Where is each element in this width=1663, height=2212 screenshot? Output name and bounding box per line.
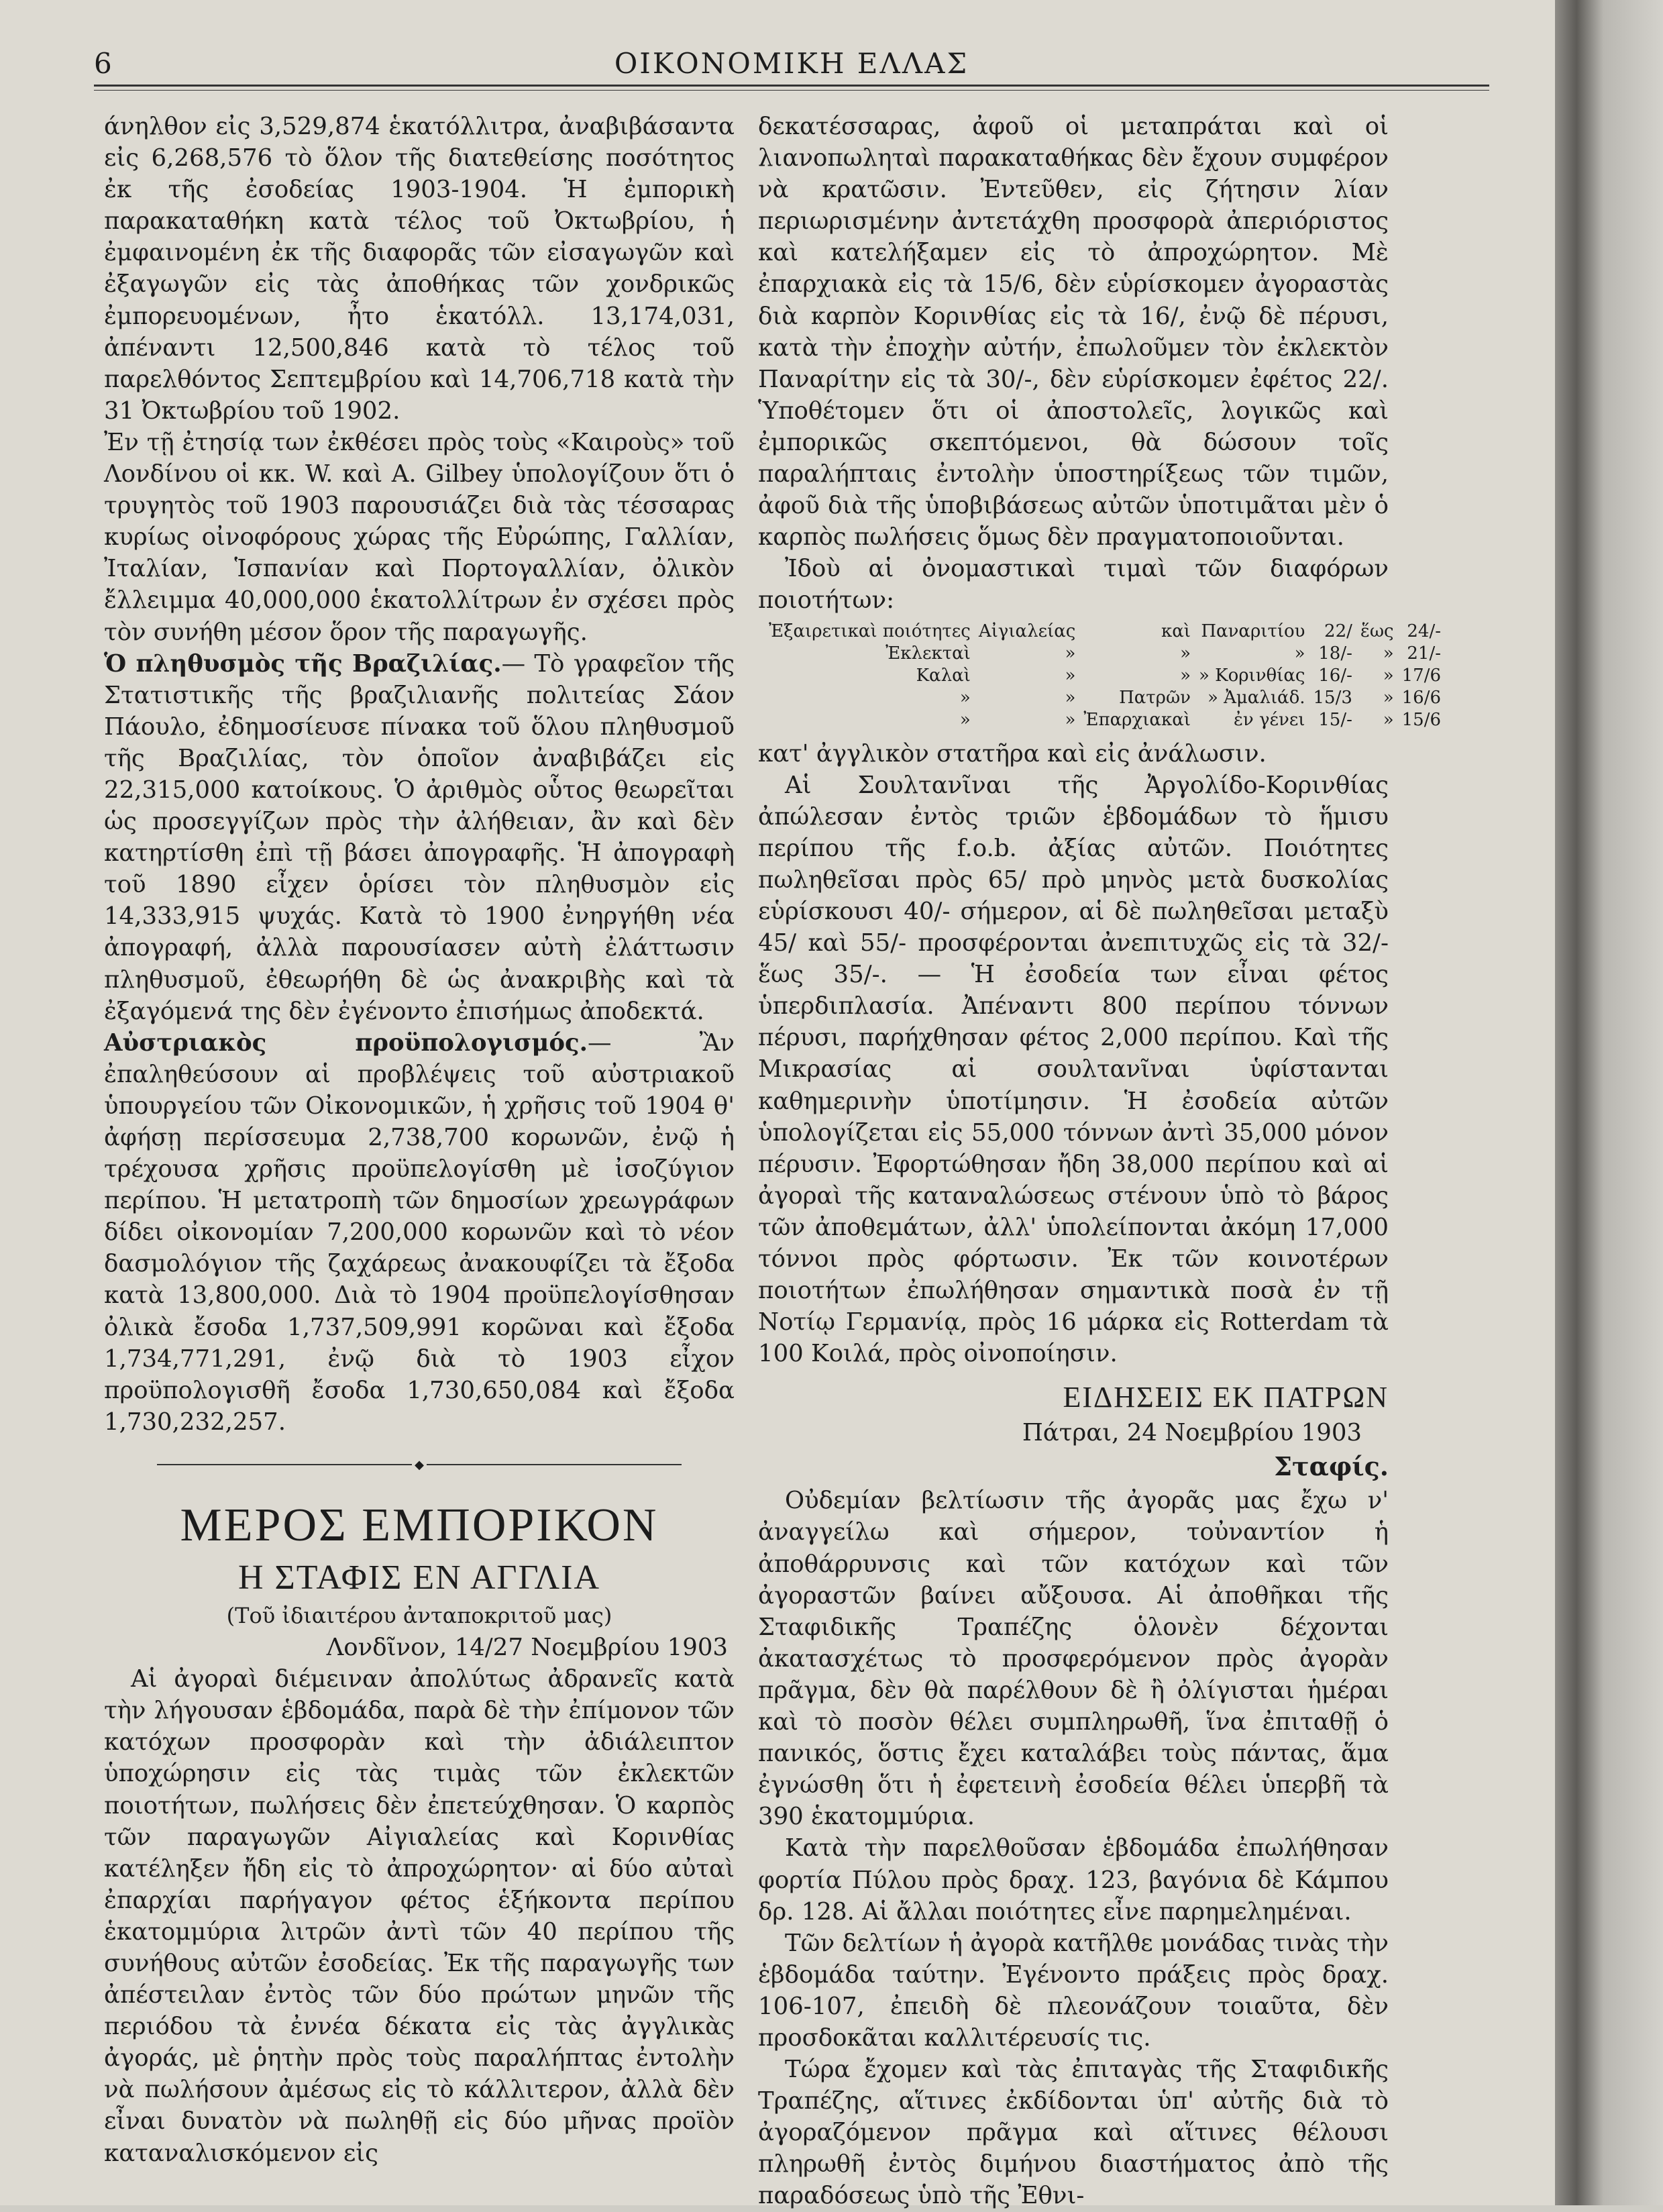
price-cell: 24/- [1407, 621, 1441, 641]
price-cell: » [1065, 709, 1076, 730]
page-number: 6 [94, 47, 112, 80]
price-cell: Παναριτίου [1201, 621, 1305, 641]
section-title: ΜΕΡΟΣ ΕΜΠΟΡΙΚΟΝ [180, 1499, 659, 1551]
left-column [104, 111, 735, 2169]
header-rule [94, 85, 1489, 87]
price-cell: Πατρῶν [1119, 687, 1191, 708]
right-paragraph-sultanas: Αἱ Σουλτανῖναι τῆς Ἀργολίδο-Κορινθίας ἀπώλεσαν ἐντὸς τριῶν ἑβδομάδων τὸ ἥμισυ περίπου τῆς f.o.b. ἀξίας αὐτῶν. Ποιότητες πωληθεῖσαι πρὸς 65/ πρὸ μηνὸς μετὰ δυσκολίας εὑρίσκουσι 40/- σήμερον, αἱ δὲ πωληθεῖσαι μεταξὺ 45/ καὶ 55/- προσφέρονται ἀνεπιτυχῶς εἰς τὰ 32/- ἕως 35/-. — Ἡ ἐσοδεία των εἶναι φέτος ὑπερδιπλασία. Ἀπέναντι 800 περίπου τόννων πέρυσι, παρήχθησαν φέτος 2,000 περίπου. Καὶ τῆς Μικρασίας αἱ σουλτανῖναι ὑφίστανται καθημερινὴν ὑποτίμησιν. Ἡ ἐσοδεία αὐτῶν ὑπολογίζεται εἰς 55,000 τόννων ἀντὶ 35,000 μόνον πέρυσιν. Ἐφορτώθησαν ἤδη 38,000 περίπου καὶ αἱ ἀγοραὶ τῆς καταναλώσεως στένουν ὑπὸ τὸ βάρος τῶν ἀποθεμάτων, ἀλλ' ὑπολείπονται ἀκόμη 17,000 τόννοι πρὸς φόρτωσιν. Ἐκ τῶν κοινοτέρων ποιοτήτων ἐπωλήθησαν σημαντικὰ ποσὰ ἐν τῇ Νοτίῳ Γερμανίᾳ, πρὸς 16 μάρκα εἰς Rotterdam τὰ 100 Κοιλά, πρὸς οἰνοποίησιν. [758, 771, 1389, 1368]
price-cell: 15/6 [1401, 709, 1441, 730]
section-divider: ◆ [104, 1458, 735, 1472]
article-paragraph: Αἱ ἀγοραὶ διέμειναν ἀπολύτως ἀδρανεῖς κατὰ τὴν λήγουσαν ἑβδομάδα, παρὰ δὲ τὴν ἐπίμονον τῶν κατόχων προσφορὰν καὶ τὴν ἀδιάλειπτον ὑποχώρησιν εἰς τὰς τιμὰς τῶν ἐκλεκτῶν ποιοτήτων, πωλήσεις δὲν ἐπετεύχθησαν. Ὁ καρπὸς τῶν παραγωγῶν Αἰγιαλείας καὶ Κορινθίας κατέληξεν ἤδη εἰς τὸ ἀπροχώρητον· αἱ δύο αὐταὶ ἐπαρχίαι παρήγαγον φέτος ἑξήκοντα περίπου ἑκατομμύρια λιτρῶν ἀντὶ τῶν 40 περίπου τῆς συνήθους αὐτῶν ἐσοδείας. Ἐκ τῆς παραγωγῆς των ἀπέστειλαν ἐντὸς τῶν δύο πρώτων μηνῶν τῆς περιόδου τὰ ἐννέα δέκατα εἰς τὰς ἀγγλικὰς ἀγοράς, μὲ ῥητὴν πρὸς τοὺς παραλήπτας ἐντολὴν νὰ πωλήσουν ἀμέσως εἰς τὸ κάλλιτερον, ἀλλὰ δὲν εἶναι δυνατὸν νὰ πωληθῇ εἰς δύο μῆνας προϊὸν καταναλισκόμενον εἰς [104, 1665, 735, 2167]
price-cell: » [1065, 687, 1076, 708]
right-paragraph-bonds: Τῶν δελτίων ἡ ἀγορὰ κατῆλθε μονάδας τινὰς τὴν ἑβδομάδα ταύτην. Ἐγένοντο πράξεις πρὸς δραχ. 106-107, ἐπειδὴ δὲ πλεονάζουν τοιαῦτα, δὲν προσδοκᾶται καλλιτέρευσίς τις. [758, 1929, 1389, 2052]
price-cell: Αἰγιαλείας [978, 621, 1076, 641]
article-byline: (Τοῦ ἰδιαιτέρου ἀνταποκριτοῦ μας) [226, 1602, 612, 1628]
brazil-text: — Τὸ γραφεῖον τῆς Στατιστικῆς τῆς βραζιλιανῆς πολιτείας Σάον Πάουλο, ἐδημοσίευσε πίνακα τοῦ ὅλου πληθυσμοῦ τῆς Βραζιλίας, τὸν ὁποῖον ἀναβιβάζει εἰς 22,315,000 κατοίκους. Ὁ ἀριθμὸς οὗτος θεωρεῖται ὡς προσεγγίζων πρὸς τὴν ἀλήθειαν, ἂν καὶ δὲν κατηρτίσθη ἐπὶ τῇ βάσει ἀπογραφῆς. Ἡ ἀπογραφὴ τοῦ 1890 εἶχεν ὁρίσει τὸν πληθυσμὸν εἰς 14,333,915 ψυχάς. Κατὰ τὸ 1900 ἐνηργήθη νέα ἀπογραφή, ἀλλὰ παρουσίασεν αὐτὴ ἐλάττωσιν πληθυσμοῦ, ἐθεωρήθη δὲ ὡς ἀνακριβὴς καὶ τὰ ἐξαγόμενά της δὲν ἐγένοντο ἐπισήμως ἀποδεκτά. [104, 649, 735, 1025]
price-intro: Ἰδοὺ αἱ ὀνομαστικαὶ τιμαὶ τῶν διαφόρων ποιοτήτων: [758, 555, 1389, 615]
brazil-rubric: Ὁ πληθυσμὸς τῆς Βραζιλίας. [104, 649, 502, 678]
price-cell: 16/- [1318, 665, 1352, 686]
price-cell: ἐν γένει [1233, 709, 1305, 730]
left-paragraph-gilbey: Ἐν τῇ ἐτησίᾳ των ἐκθέσει πρὸς τοὺς «Καιροὺς» τοῦ Λονδίνου οἱ κκ. W. καὶ A. Gilbey ὑπολογίζουν ὅτι ὁ τρυγητὸς τοῦ 1903 παρουσιάζει διὰ τὰς τέσσαρας κυρίως οἰνοφόρους χώρας τῆς Εὐρώπης, Γαλλίαν, Ἰταλίαν, Ἱσπανίαν καὶ Πορτογαλλίαν, ὀλικὸν ἔλλειμμα 40,000,000 ἑκατολλίτρων ἐν σχέσει πρὸς τὸν συνήθη μέσον ὅρον τῆς παραγωγῆς. [104, 428, 735, 646]
price-cell: 18/- [1318, 643, 1352, 664]
right-paragraph-drafts: Τώρα ἔχομεν καὶ τὰς ἐπιταγὰς τῆς Σταφιδικῆς Τραπέζης, αἵτινες ἐκδίδονται ὑπ' αὐτῆς διὰ τὸ ἀγοραζόμενον πρᾶγμα καὶ αἵτινες θέλουσι πληρωθῆ ἐντὸς διμήνου διαστήματος ἀπὸ τῆς παραδόσεως ὑπὸ τῆς Ἐθνι- [758, 2056, 1389, 2210]
price-cell: 15/- [1318, 709, 1352, 730]
article-title: Η ΣΤΑΦΙΣ ΕΝ ΑΓΓΛΙΑ [237, 1558, 601, 1597]
journal-title: ΟΙΚΟΝΟΜΙΚΗ ΕΛΛΑΣ [614, 47, 969, 80]
price-cell: » [1383, 643, 1394, 664]
header-rule-thin [94, 90, 1489, 91]
price-cell: » [1180, 665, 1191, 686]
price-cell: 16/6 [1401, 687, 1441, 708]
price-cell: » Ἀμαλιάδ. [1207, 687, 1305, 708]
price-row [765, 709, 1445, 731]
price-row [765, 665, 1445, 687]
binding-gutter [1555, 0, 1663, 2205]
price-table [765, 621, 1445, 731]
news-title: ΕΙΔΗΣΕΙΣ ΕΚ ΠΑΤΡΩΝ [1063, 1381, 1389, 1414]
price-cell: καὶ [1161, 621, 1191, 641]
price-row [765, 621, 1445, 643]
left-paragraph-wine-stocks: άνηλθον εἰς 3,529,874 ἑκατόλλιτρα, ἀναβιβάσαντα εἰς 6,268,576 τὸ ὅλον τῆς διατεθείσης ποσότητος ἐκ τῆς ἐσοδείας 1903-1904. Ἡ ἐμπορικὴ παρακαταθήκη κατὰ τέλος τοῦ Ὀκτωβρίου, ἡ ἐμφαινομένη ἐκ τῆς διαφορᾶς τῶν εἰσαγωγῶν καὶ ἐξαγωγῶν εἰς τὰς ἀποθήκας τῶν χονδρικῶς ἐμπορευομένων, ἦτο ἑκατόλλ. 13,174,031, ἀπέναντι 12,500,846 κατὰ τὸ τέλος τοῦ παρελθόντος Σεπτεμβρίου καὶ 14,706,718 κατὰ τὴν 31 Ὀκτωβρίου τοῦ 1902. [104, 113, 735, 425]
price-cell: Ἐπαρχιακαὶ [1083, 709, 1191, 730]
price-cell: » [1383, 709, 1394, 730]
austria-text: — Ἂν ἐπαληθεύσουν αἱ προβλέψεις τοῦ αὐστριακοῦ ὑπουργείου τῶν Οἰκονομικῶν, ἡ χρῆσις τοῦ 1904 θ' ἀφήσῃ περίσσευμα 2,738,700 κορωνῶν, ἐνῷ ἡ τρέχουσα χρῆσις προϋπελογίσθη μὲ ἰσοζύγιον περίπου. Ἡ μετατροπὴ τῶν δημοσίων χρεωγράφων δίδει οἰκονομίαν 7,200,000 κορωνῶν καὶ τὸ νέον δασμολόγιον τῆς ζαχάρεως ἀνακουφίζει τὰ ἔξοδα κατὰ 13,800,000. Διὰ τὸ 1904 προϋπελογίσθησαν ὀλικὰ ἔσοδα 1,737,509,991 κορῶναι καὶ ἔξοδα 1,734,771,291, ἐνῷ διὰ τὸ 1903 εἶχον προϋπολογισθῆ ἔσοδα 1,730,650,084 καὶ ἔξοδα 1,730,232,257. [104, 1029, 735, 1436]
price-cell: ἕως [1360, 621, 1394, 641]
price-cell: Ἐκλεκταὶ [886, 643, 971, 664]
running-header [94, 47, 1489, 87]
price-note: κατ' ἀγγλικὸν στατῆρα καὶ εἰς ἀνάλωσιν. [758, 739, 1267, 768]
price-row [765, 687, 1445, 709]
right-paragraph-sales: Κατὰ τὴν παρελθοῦσαν ἑβδομάδα ἐπωλήθησαν φορτία Πύλου πρὸς δραχ. 123, βαγόνια δὲ Κάμπου δρ. 128. Αἱ ἄλλαι ποιότητες εἶνε παρημελημέναι. [758, 1834, 1389, 1926]
price-cell: » [1383, 687, 1394, 708]
price-cell: Ἐξαιρετικαὶ ποιότητες [769, 621, 971, 641]
price-cell: 22/ [1324, 621, 1352, 641]
news-dateline: Πάτραι, 24 Νοεμβρίου 1903 [1022, 1419, 1362, 1447]
article-dateline: Λονδῖνον, 14/27 Νοεμβρίου 1903 [326, 1634, 728, 1662]
left-paragraph-austria [104, 1027, 735, 1438]
right-paragraph-market: δεκατέσσαρας, ἀφοῦ οἱ μεταπράται καὶ οἱ λιανοπωληταὶ παρακαταθήκας δὲν ἔχουν συμφέρον νὰ κρατῶσιν. Ἐντεῦθεν, εἰς ζήτησιν λίαν περιωρισμένην ἀντετάχθη προσφορὰ ἀπεριόριστος καὶ κατελήξαμεν εἰς τὸ ἀπροχώρητον. Μὲ ἐπαρχιακὰ εἰς τὰ 15/6, δὲν εὑρίσκομεν ἀγοραστὰς διὰ καρπὸν Κορινθίας εἰς τὰ 16/, ἐνῷ δὲ πέρυσι, κατὰ τὴν ἐποχὴν αὐτήν, ἐπωλοῦμεν τὸν ἐκλεκτὸν Παναρίτην εἰς τὰ 30/-, δὲν εὑρίσκομεν ἐφέτος 22/. Ὑποθέτομεν ὅτι οἱ ἀποστολεῖς, λογικῶς καὶ ἐμπορικῶς σκεπτόμενοι, θὰ δώσουν τοῖς παραλήπταις ἐντολὴν ὑποστηρίξεως τῶν τιμῶν, ἀφοῦ διὰ τῆς ὑποβιβάσεως αὐτῶν ὑποτιμᾶται μὲν ὁ καρπὸς πωλήσεις ὅμως δὲν πραγματοποιοῦνται. [758, 113, 1389, 551]
right-paragraph-patras: Οὐδεμίαν βελτίωσιν τῆς ἀγορᾶς μας ἔχω ν' ἀναγγείλω καὶ σήμερον, τοὐναντίον ἡ ἀποθάρρυνσις καὶ τῶν κατόχων καὶ τῶν ἀγοραστῶν βαίνει αὔξουσα. Αἱ ἀποθῆκαι τῆς Σταφιδικῆς Τραπέζης ὁλονὲν δέχονται ἀκατασχέτως τὸ προσφερόμενον πρὸς ἀγορὰν πρᾶγμα, δὲν θὰ παρέλθουν δὲ ἢ ὀλίγισται ἡμέραι καὶ τὸ ποσὸν θέλει συμπληρωθῆ, ἵνα ἐπιταθῇ ὁ πανικός, ὅστις ἔχει καταλάβει τοὺς πάντας, ἅμα ἐγνώσθη ὅτι ἡ ἐφετεινὴ ἐσοδεία θέλει ὑπερβῆ τὰ 390 ἑκατομμύρια. [758, 1487, 1389, 1831]
price-cell: 15/3 [1313, 687, 1352, 708]
price-cell: Καλαὶ [916, 665, 971, 686]
price-cell: » [1065, 643, 1076, 664]
news-kicker: Σταφίς. [1274, 1451, 1389, 1482]
left-paragraph-brazil [104, 648, 735, 1027]
price-cell: 21/- [1407, 643, 1441, 664]
right-column [758, 111, 1441, 2212]
price-row [765, 643, 1445, 665]
price-cell: » [959, 687, 971, 708]
austria-rubric: Αὐστριακὸς προϋπολογισμός. [104, 1029, 588, 1057]
price-cell: » Κορινθίας [1198, 665, 1305, 686]
price-cell: » [1065, 665, 1076, 686]
price-cell: » [1180, 643, 1191, 664]
price-cell: » [1383, 665, 1394, 686]
price-cell: 17/6 [1401, 665, 1441, 686]
price-cell: » [959, 709, 971, 730]
price-cell: » [1294, 643, 1305, 664]
